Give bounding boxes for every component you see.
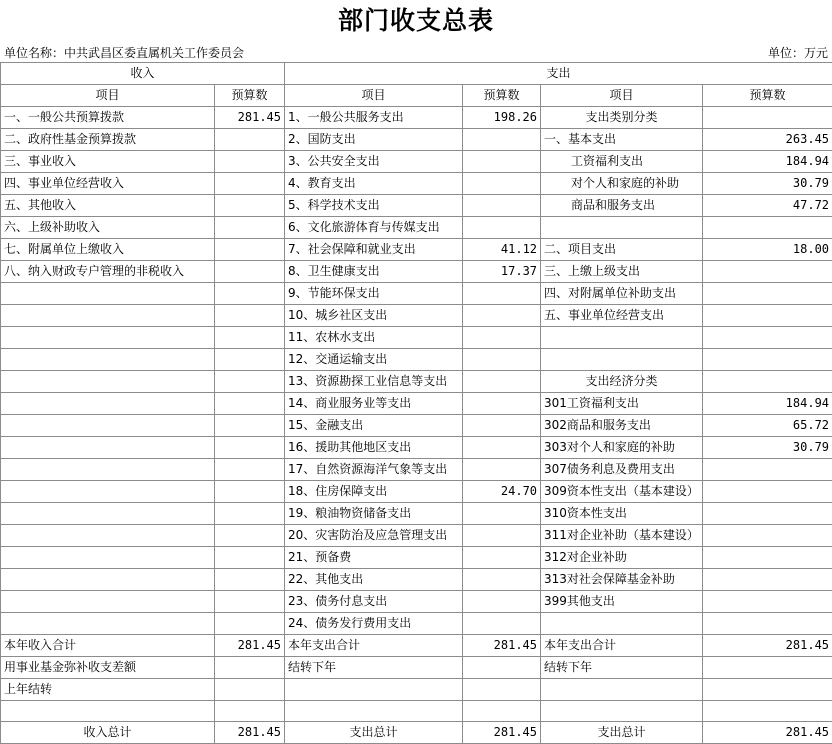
expense-year-total-label: 本年支出合计 <box>285 635 463 657</box>
income-item-cell <box>1 371 215 393</box>
carry-row <box>1 657 832 679</box>
category-year-total-value: 281.45 <box>703 635 832 657</box>
expense-budget-cell: 198.26 <box>463 107 541 129</box>
income-item-cell <box>1 349 215 371</box>
category-item-cell <box>541 613 703 635</box>
empty-cell <box>215 657 285 679</box>
expense-item-cell: 7、社会保障和就业支出 <box>285 239 463 261</box>
income-budget-cell <box>215 525 285 547</box>
empty-cell <box>541 701 703 722</box>
expense-budget-cell <box>463 503 541 525</box>
income-item-cell <box>1 569 215 591</box>
category-item-cell: 二、项目支出 <box>541 239 703 261</box>
income-budget-cell <box>215 371 285 393</box>
category-item-cell: 支出经济分类 <box>541 371 703 393</box>
summary-table <box>0 62 832 744</box>
last-year-carry-label: 上年结转 <box>1 679 215 701</box>
expense-item-cell: 9、节能环保支出 <box>285 283 463 305</box>
col-header-item: 项目 <box>285 85 463 107</box>
income-item-cell: 二、政府性基金预算拨款 <box>1 129 215 151</box>
category-budget-cell <box>703 591 832 613</box>
table-row <box>1 283 832 305</box>
category-item-cell: 399其他支出 <box>541 591 703 613</box>
category-item-cell: 支出类别分类 <box>541 107 703 129</box>
col-header-budget: 预算数 <box>463 85 541 107</box>
table-row <box>1 481 832 503</box>
expense-budget-cell <box>463 151 541 173</box>
income-item-cell <box>1 327 215 349</box>
category-item-cell: 303对个人和家庭的补助 <box>541 437 703 459</box>
unit-label: 单位：万元 <box>767 46 828 60</box>
table-row <box>1 239 832 261</box>
expense-budget-cell <box>463 459 541 481</box>
category-budget-cell <box>703 371 832 393</box>
category-budget-cell <box>703 481 832 503</box>
income-grand-total-value: 281.45 <box>215 722 285 744</box>
category-budget-cell <box>703 305 832 327</box>
expense-budget-cell <box>463 305 541 327</box>
category-item-cell: 工资福利支出 <box>541 151 703 173</box>
category-budget-cell <box>703 503 832 525</box>
col-header-budget: 预算数 <box>215 85 285 107</box>
income-item-cell <box>1 415 215 437</box>
category-budget-cell <box>703 217 832 239</box>
category-budget-cell <box>703 349 832 371</box>
income-budget-cell <box>215 173 285 195</box>
expense-budget-cell <box>463 129 541 151</box>
table-row <box>1 107 832 129</box>
income-budget-cell <box>215 569 285 591</box>
expense-item-cell: 5、科学技术支出 <box>285 195 463 217</box>
carry-forward-expense-label: 结转下年 <box>285 657 463 679</box>
expense-budget-cell <box>463 173 541 195</box>
income-budget-cell <box>215 481 285 503</box>
income-budget-cell <box>215 349 285 371</box>
income-budget-cell <box>215 305 285 327</box>
income-budget-cell <box>215 217 285 239</box>
expense-item-cell: 15、金融支出 <box>285 415 463 437</box>
expense-item-cell: 14、商业服务业等支出 <box>285 393 463 415</box>
header-row-columns <box>1 85 832 107</box>
last-year-row <box>1 679 832 701</box>
empty-cell <box>215 701 285 722</box>
expense-budget-cell <box>463 371 541 393</box>
category-budget-cell: 30.79 <box>703 437 832 459</box>
expense-budget-cell <box>463 569 541 591</box>
income-grand-total-label: 收入总计 <box>1 722 215 744</box>
table-row <box>1 195 832 217</box>
income-item-cell <box>1 459 215 481</box>
income-item-cell: 五、其他收入 <box>1 195 215 217</box>
category-year-total-label: 本年支出合计 <box>541 635 703 657</box>
expense-budget-cell <box>463 393 541 415</box>
expense-budget-cell: 41.12 <box>463 239 541 261</box>
expense-budget-cell <box>463 525 541 547</box>
category-budget-cell: 30.79 <box>703 173 832 195</box>
expense-item-cell: 23、债务付息支出 <box>285 591 463 613</box>
category-budget-cell <box>703 613 832 635</box>
empty-cell <box>463 679 541 701</box>
income-budget-cell <box>215 591 285 613</box>
empty-cell <box>463 701 541 722</box>
header-row-group <box>1 63 832 85</box>
year-total-row <box>1 635 832 657</box>
expense-item-cell: 1、一般公共服务支出 <box>285 107 463 129</box>
category-item-cell: 313对社会保障基金补助 <box>541 569 703 591</box>
income-budget-cell <box>215 327 285 349</box>
expense-item-cell: 12、交通运输支出 <box>285 349 463 371</box>
table-row <box>1 327 832 349</box>
expense-item-cell: 13、资源勘探工业信息等支出 <box>285 371 463 393</box>
income-item-cell: 六、上级补助收入 <box>1 217 215 239</box>
table-row <box>1 459 832 481</box>
category-item-cell <box>541 217 703 239</box>
col-header-budget: 预算数 <box>703 85 832 107</box>
income-item-cell <box>1 393 215 415</box>
expense-item-cell: 11、农林水支出 <box>285 327 463 349</box>
table-row <box>1 525 832 547</box>
empty-cell <box>703 657 832 679</box>
unit-name-label: 单位名称：中共武昌区委直属机关工作委员会 <box>4 46 245 60</box>
category-grand-total-value: 281.45 <box>703 722 832 744</box>
expense-budget-cell <box>463 415 541 437</box>
category-budget-cell <box>703 261 832 283</box>
category-item-cell: 五、事业单位经营支出 <box>541 305 703 327</box>
expense-budget-cell <box>463 349 541 371</box>
expense-item-cell: 20、灾害防治及应急管理支出 <box>285 525 463 547</box>
expense-item-cell: 2、国防支出 <box>285 129 463 151</box>
expense-item-cell: 8、卫生健康支出 <box>285 261 463 283</box>
table-row <box>1 151 832 173</box>
income-item-cell <box>1 283 215 305</box>
category-budget-cell <box>703 547 832 569</box>
expense-item-cell: 22、其他支出 <box>285 569 463 591</box>
income-item-cell: 三、事业收入 <box>1 151 215 173</box>
expense-budget-cell <box>463 195 541 217</box>
income-year-total-value: 281.45 <box>215 635 285 657</box>
income-budget-cell <box>215 151 285 173</box>
category-item-cell: 312对企业补助 <box>541 547 703 569</box>
category-item-cell: 309资本性支出（基本建设） <box>541 481 703 503</box>
empty-cell <box>215 679 285 701</box>
category-budget-cell <box>703 525 832 547</box>
income-item-cell <box>1 613 215 635</box>
category-item-cell: 对个人和家庭的补助 <box>541 173 703 195</box>
category-item-cell: 310资本性支出 <box>541 503 703 525</box>
category-item-cell: 四、对附属单位补助支出 <box>541 283 703 305</box>
table-row <box>1 437 832 459</box>
col-header-item: 项目 <box>541 85 703 107</box>
income-item-cell <box>1 437 215 459</box>
expense-budget-cell <box>463 547 541 569</box>
empty-cell <box>541 679 703 701</box>
expense-item-cell: 18、住房保障支出 <box>285 481 463 503</box>
table-row <box>1 349 832 371</box>
category-item-cell: 一、基本支出 <box>541 129 703 151</box>
category-grand-total-label: 支出总计 <box>541 722 703 744</box>
table-row <box>1 393 832 415</box>
table-row <box>1 305 832 327</box>
category-item-cell: 311对企业补助（基本建设） <box>541 525 703 547</box>
income-header: 收入 <box>1 63 285 85</box>
category-item-cell <box>541 349 703 371</box>
category-item-cell <box>541 327 703 349</box>
income-item-cell <box>1 547 215 569</box>
expense-grand-total-value: 281.45 <box>463 722 541 744</box>
expense-budget-cell <box>463 591 541 613</box>
expense-item-cell: 4、教育支出 <box>285 173 463 195</box>
income-budget-cell <box>215 547 285 569</box>
expense-budget-cell <box>463 283 541 305</box>
page-title: 部门收支总表 <box>337 6 494 35</box>
table-row <box>1 569 832 591</box>
grand-total-row <box>1 722 832 744</box>
income-budget-cell <box>215 503 285 525</box>
income-item-cell <box>1 525 215 547</box>
category-budget-cell <box>703 107 832 129</box>
income-budget-cell <box>215 261 285 283</box>
category-item-cell: 商品和服务支出 <box>541 195 703 217</box>
category-budget-cell <box>703 327 832 349</box>
expense-item-cell: 24、债务发行费用支出 <box>285 613 463 635</box>
expense-budget-cell <box>463 437 541 459</box>
carry-forward-category-label: 结转下年 <box>541 657 703 679</box>
empty-cell <box>703 701 832 722</box>
expense-item-cell: 3、公共安全支出 <box>285 151 463 173</box>
expense-grand-total-label: 支出总计 <box>285 722 463 744</box>
table-row <box>1 173 832 195</box>
expense-budget-cell <box>463 613 541 635</box>
table-row <box>1 613 832 635</box>
category-budget-cell: 263.45 <box>703 129 832 151</box>
category-item-cell: 301工资福利支出 <box>541 393 703 415</box>
table-row <box>1 217 832 239</box>
category-budget-cell: 184.94 <box>703 393 832 415</box>
empty-cell <box>285 701 463 722</box>
expense-budget-cell <box>463 327 541 349</box>
income-budget-cell <box>215 459 285 481</box>
income-budget-cell <box>215 437 285 459</box>
expense-budget-cell: 17.37 <box>463 261 541 283</box>
expense-item-cell: 19、粮油物资储备支出 <box>285 503 463 525</box>
table-row <box>1 129 832 151</box>
income-budget-cell <box>215 195 285 217</box>
expense-budget-cell <box>463 217 541 239</box>
category-budget-cell: 47.72 <box>703 195 832 217</box>
col-header-item: 项目 <box>1 85 215 107</box>
income-item-cell <box>1 591 215 613</box>
category-budget-cell <box>703 459 832 481</box>
expense-item-cell: 21、预备费 <box>285 547 463 569</box>
income-item-cell: 一、一般公共预算拨款 <box>1 107 215 129</box>
category-budget-cell: 184.94 <box>703 151 832 173</box>
expense-item-cell: 10、城乡社区支出 <box>285 305 463 327</box>
category-budget-cell <box>703 283 832 305</box>
table-row <box>1 261 832 283</box>
expense-item-cell: 16、援助其他地区支出 <box>285 437 463 459</box>
table-row <box>1 415 832 437</box>
expense-item-cell: 17、自然资源海洋气象等支出 <box>285 459 463 481</box>
income-item-cell: 八、纳入财政专户管理的非税收入 <box>1 261 215 283</box>
blank-row <box>1 701 832 722</box>
table-row <box>1 371 832 393</box>
empty-cell <box>285 679 463 701</box>
expense-header: 支出 <box>285 63 832 85</box>
income-item-cell: 七、附属单位上缴收入 <box>1 239 215 261</box>
income-budget-cell <box>215 613 285 635</box>
income-budget-cell <box>215 239 285 261</box>
table-row <box>1 547 832 569</box>
category-budget-cell: 65.72 <box>703 415 832 437</box>
category-item-cell: 三、上缴上级支出 <box>541 261 703 283</box>
income-budget-cell <box>215 415 285 437</box>
unit-line <box>0 44 832 62</box>
category-budget-cell: 18.00 <box>703 239 832 261</box>
income-item-cell: 四、事业单位经营收入 <box>1 173 215 195</box>
empty-cell <box>463 657 541 679</box>
income-budget-cell <box>215 393 285 415</box>
category-budget-cell <box>703 569 832 591</box>
income-item-cell <box>1 481 215 503</box>
expense-item-cell: 6、文化旅游体育与传媒支出 <box>285 217 463 239</box>
income-item-cell <box>1 305 215 327</box>
category-item-cell: 302商品和服务支出 <box>541 415 703 437</box>
income-budget-cell <box>215 129 285 151</box>
category-item-cell: 307债务利息及费用支出 <box>541 459 703 481</box>
income-budget-cell: 281.45 <box>215 107 285 129</box>
empty-cell <box>703 679 832 701</box>
empty-cell <box>1 701 215 722</box>
income-item-cell <box>1 503 215 525</box>
income-year-total-label: 本年收入合计 <box>1 635 215 657</box>
table-row <box>1 591 832 613</box>
expense-budget-cell: 24.70 <box>463 481 541 503</box>
expense-year-total-value: 281.45 <box>463 635 541 657</box>
fund-gap-label: 用事业基金弥补收支差额 <box>1 657 215 679</box>
table-row <box>1 503 832 525</box>
income-budget-cell <box>215 283 285 305</box>
